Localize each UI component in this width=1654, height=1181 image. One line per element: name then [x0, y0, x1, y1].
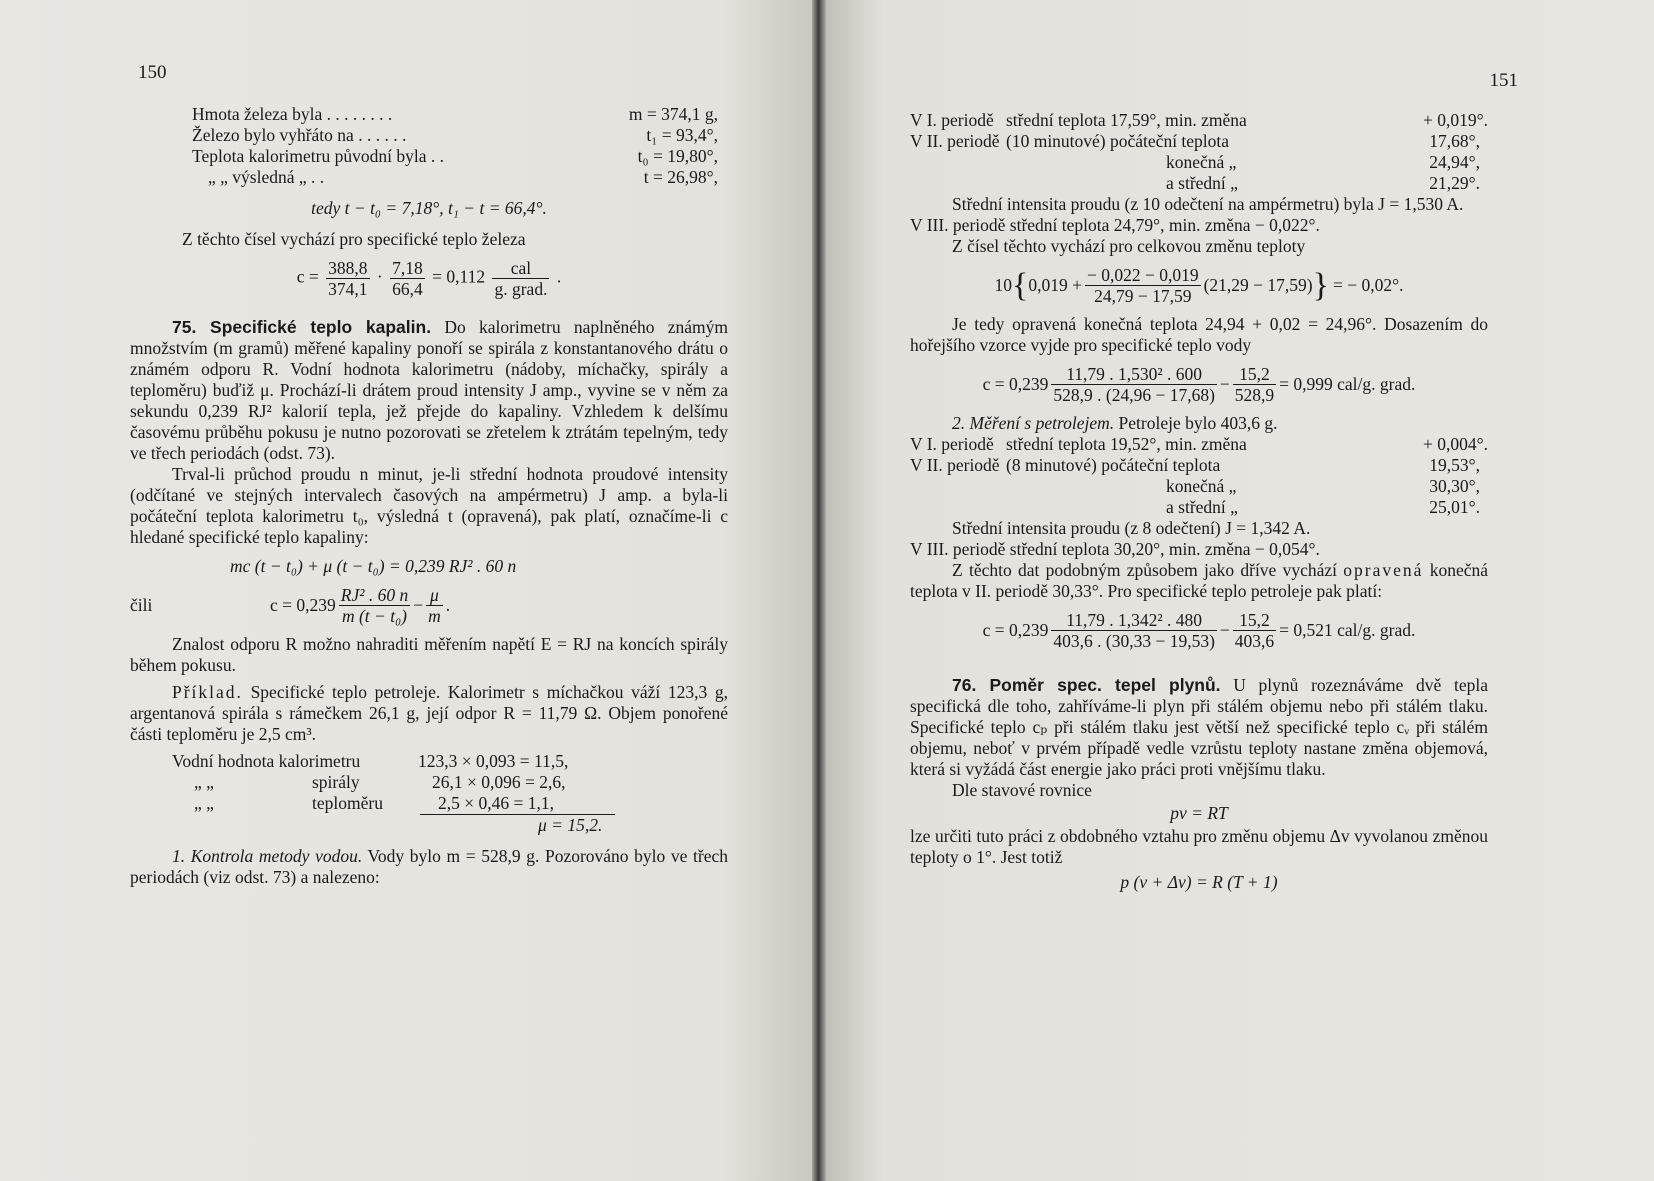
cell	[910, 173, 1006, 194]
fraction	[426, 585, 443, 626]
cell-spacer	[172, 815, 538, 836]
example-text: Specifické teplo petroleje. Kalorimetr s míchačkou váží 123,3 g, argentanová spirála s rámečkem 26,1 g, její odpor R = 11,79 Ω. Objem ponořené části teploměru je 2,5 cm³.	[130, 682, 728, 744]
denominator: g. grad.	[494, 279, 548, 299]
cell: 30,30°,	[1429, 476, 1480, 496]
right-page	[818, 0, 1654, 1181]
cell: „ „	[194, 793, 214, 813]
equation-heat-balance: mc (t − t₀) + μ (t − t₀) = 0,239 RJ² . 60 n	[230, 556, 517, 576]
water-row	[172, 793, 718, 814]
fraction	[326, 258, 369, 299]
numerator: − 0,022 − 0,019	[1086, 265, 1199, 285]
eq-part: (21,29 − 17,59)	[1203, 275, 1313, 295]
numerator: RJ² . 60 n	[340, 585, 409, 605]
example-label: Příklad.	[172, 682, 243, 702]
specific-heat-iron-intro: Z těchto čísel vychází pro specifické teplo železa	[182, 229, 526, 249]
row-label: Železo bylo vyhřáto na . . . . . .	[192, 125, 407, 145]
equation-total-change	[910, 265, 1488, 306]
eq-minus: −	[1219, 620, 1230, 640]
denominator: 528,9	[1234, 385, 1275, 405]
cell: „ „	[194, 772, 214, 792]
denominator: 24,79 − 17,59	[1094, 286, 1192, 306]
period-row	[910, 497, 1488, 518]
cell: 2,5 × 0,46 = 1,1,	[438, 793, 554, 813]
work-paragraph: lze určiti tuto práci z obdobného vztahu pro změnu objemu Δv vyvolanou změnou teploty o 1°. Jest totiž	[910, 826, 1488, 867]
period-row	[910, 434, 1488, 455]
fraction	[1233, 364, 1276, 405]
water-value-table	[140, 751, 718, 836]
fraction	[1051, 610, 1217, 651]
equation-c-row	[130, 585, 718, 626]
fraction	[1051, 364, 1217, 405]
cell: 21,29°.	[1429, 173, 1480, 193]
denominator: 403,6	[1234, 631, 1275, 651]
fraction	[339, 585, 410, 626]
row-value: t₁ = 93,4°,	[646, 125, 718, 145]
cell	[910, 476, 1006, 497]
tedy-line: tedy t − t₀ = 7,18°, t₁ − t = 66,4°.	[311, 198, 547, 218]
equation-petroleum-heat	[910, 610, 1488, 651]
cell: 17,68°,	[1429, 131, 1480, 151]
eq-mid: = 0,112	[432, 266, 486, 287]
numerator: 15,2	[1233, 364, 1276, 385]
cell: Vodní hodnota kalorimetru	[172, 751, 361, 771]
cell: + 0,004°.	[1423, 434, 1488, 454]
eq-lhs: c = 0,239	[982, 374, 1049, 394]
page-number-left: 150	[138, 62, 167, 83]
cell: spirály	[312, 772, 360, 792]
row-label: Teplota kalorimetru původní byla . .	[192, 146, 444, 166]
eq-post: = 0,999 cal/g. grad.	[1279, 374, 1416, 394]
eq-post: = − 0,02°.	[1332, 275, 1404, 295]
row-value: t = 26,98°,	[643, 167, 718, 187]
iron-measurements	[140, 104, 718, 188]
cell: V II. periodě	[910, 131, 1000, 151]
eq-post: = 0,521 cal/g. grad.	[1279, 620, 1416, 640]
cell: 19,53°,	[1429, 455, 1480, 475]
cell: + 0,019°.	[1423, 110, 1488, 130]
section-76	[910, 675, 1488, 780]
cell: a střední „	[1166, 497, 1238, 517]
eq-dot: ·	[376, 266, 383, 287]
denominator: 374,1	[328, 279, 368, 299]
eq-pre: 10	[994, 275, 1013, 295]
znalost-paragraph: Znalost odporu R možno nahraditi měřením napětí E = RJ na koncích spirály během pokusu.	[130, 634, 728, 675]
control-label: 1. Kontrola metody vodou.	[172, 846, 363, 866]
cell: konečná „	[1166, 152, 1237, 172]
row-value: t₀ = 19,80°,	[637, 146, 718, 166]
numerator: 11,79 . 1,530² . 600	[1051, 364, 1217, 385]
right-page-content	[910, 110, 1488, 897]
brace-open: {	[1012, 266, 1029, 304]
total-change-intro: Z čísel těchto vychází pro celkovou změnu teploty	[952, 236, 1306, 256]
section-75	[130, 317, 728, 464]
cell: V I. periodě	[910, 434, 994, 454]
period-row	[910, 455, 1488, 476]
fraction	[1085, 265, 1201, 306]
equation-volume-change: p (v + Δv) = R (T + 1)	[1120, 872, 1278, 892]
denominator: 403,6 . (30,33 − 19,53)	[1053, 631, 1215, 651]
book-gutter	[812, 0, 826, 1181]
iron-row	[192, 125, 718, 146]
eq-minus: −	[1219, 374, 1230, 394]
iron-row	[192, 104, 718, 125]
numerator: 15,2	[1233, 610, 1276, 631]
cell: (8 minutové) počáteční teplota	[1006, 455, 1221, 475]
text-part: Z těchto dat podobným způsobem jako dříve vychází	[952, 560, 1338, 580]
section-76-text: U plynů rozeznáváme dvě tepla specifická dle toho, zahříváme-li plyn při stálém objemu nebo při stálém tlaku. Specifické teplo cₚ při stálém tlaku jest větší než specifické teplo cᵥ při stálém objemu, neboť v prvém případě vedle vzrůstu teploty nastane změna objemová, která si vyžádá část energie jako práci proti vnějšímu tlaku.	[910, 675, 1488, 779]
cili-label: čili	[130, 595, 153, 615]
water-periods-table	[910, 110, 1488, 194]
fraction	[492, 258, 549, 299]
period-row	[910, 152, 1488, 173]
petroleum-result-intro	[910, 560, 1488, 602]
period-iii-2: V III. periodě střední teplota 30,20°, min. změna − 0,054°.	[910, 539, 1320, 559]
cell: 26,1 × 0,096 = 2,6,	[432, 772, 566, 792]
numerator: μ	[426, 585, 443, 606]
petroleum-text: Petroleje bylo 403,6 g.	[1118, 413, 1278, 433]
left-page	[0, 0, 818, 1181]
fraction	[390, 258, 425, 299]
cell: střední teplota 17,59°, min. změna	[1006, 110, 1247, 130]
example-paragraph	[130, 682, 728, 745]
fraction	[1233, 610, 1276, 651]
cell: střední teplota 19,52°, min. změna	[1006, 434, 1247, 454]
period-iii-1: V III. periodě střední teplota 24,79°, min. změna − 0,022°.	[910, 215, 1320, 235]
water-sum-row	[172, 815, 718, 836]
eq-lhs: c =	[296, 266, 319, 287]
petroleum-periods-table	[910, 434, 1488, 518]
eq-lhs: c = 0,239	[982, 620, 1049, 640]
equation-iron	[140, 258, 718, 299]
equation-state: pv = RT	[1170, 803, 1228, 823]
eq-part: 0,019 +	[1028, 275, 1082, 295]
numerator: 11,79 . 1,342² . 480	[1051, 610, 1217, 631]
denominator: 66,4	[392, 279, 423, 299]
mu-sum: μ = 15,2.	[538, 815, 603, 835]
numerator: 388,8	[328, 258, 368, 278]
row-value: m = 374,1 g,	[628, 104, 718, 124]
cell: 24,94°,	[1429, 152, 1480, 172]
eq-end: .	[445, 595, 451, 615]
current-intensity-2: Střední intensita proudu (z 8 odečtení) J = 1,342 A.	[952, 518, 1311, 538]
eq-minus: −	[413, 595, 424, 615]
row-label: „ „ výsledná „ . .	[208, 167, 325, 187]
current-intensity-1: Střední intensita proudu (z 10 odečtení na ampérmetru) byla J = 1,530 A.	[952, 194, 1464, 214]
water-row	[172, 751, 718, 772]
control-text: Vody bylo m = 528,9 g. Pozorováno bylo ve třech periodách (viz odst. 73) a nalezeno:	[130, 846, 729, 887]
iron-row	[192, 146, 718, 167]
section-75-text: Do kalorimetru naplněného známým množstvím (m gramů) měřené kapaliny ponoří se spirála z konstantanového drátu o známém odporu R. Vodní hodnota kalorimetru (nádoby, míchačky, spirály a teploměru) buďiž μ. Prochází-li drátem proud intensity J amp., vyvine se v něm za sekundu 0,239 RJ² kalorií tepla, jež přejde do kapaliny. Vzhledem k delšímu časovému průběhu pokusu je nutno pozorovati se zřetelem k ztrátám tepelným, tedy ve třech periodách (odst. 73).	[130, 317, 728, 463]
cell: (10 minutové) počáteční teplota	[1006, 131, 1230, 151]
eq-lhs: c = 0,239	[270, 595, 336, 615]
corrected-temp-paragraph: Je tedy opravená konečná teplota 24,94 + 0,02 = 24,96°. Dosazením do hořejšího vzorce vyjde pro specifické teplo vody	[910, 314, 1488, 355]
petroleum-measure	[910, 413, 1488, 434]
cell: 123,3 × 0,093 = 11,5,	[418, 751, 569, 771]
water-row	[172, 772, 718, 793]
equation-water-heat	[910, 364, 1488, 405]
eq-end: .	[556, 266, 562, 287]
spaced-word: opravená	[1343, 560, 1424, 580]
cell: teploměru	[312, 793, 383, 813]
cell: konečná „	[1166, 476, 1237, 496]
cell: 25,01°.	[1429, 497, 1480, 517]
page-number-right: 151	[1489, 70, 1518, 91]
denominator: m	[428, 606, 441, 626]
numerator: 7,18	[392, 258, 423, 278]
text-part: konečná teplota v II. periodě 30,33°. Pro specifické teplo petroleje pak platí:	[910, 560, 1488, 601]
row-label: Hmota železa byla . . . . . . . .	[192, 104, 393, 124]
petroleum-label: 2. Měření s petrolejem.	[952, 413, 1115, 433]
period-row	[910, 110, 1488, 131]
cell	[910, 152, 1006, 173]
control-paragraph	[130, 846, 728, 888]
section-75-paragraph-2: Trval-li průchod proudu n minut, je-li střední hodnota proudové intensity (odčítané ve stejných intervalech časových na ampérmetru) J amp. a byla-li počáteční teplota kalorimetru t₀, výsledná t (opravená), pak platí, označíme-li c hledané specifické teplo kapaliny:	[130, 464, 728, 547]
brace-close: }	[1312, 266, 1329, 304]
period-row	[910, 173, 1488, 194]
period-row	[910, 131, 1488, 152]
denominator: m (t − t₀)	[341, 606, 408, 626]
cell: V I. periodě	[910, 110, 994, 130]
section-76-title: 76. Poměr spec. tepel plynů.	[952, 675, 1221, 695]
cell	[910, 497, 1006, 518]
numerator: cal	[492, 258, 549, 279]
iron-row	[192, 167, 718, 188]
cell: V II. periodě	[910, 455, 1000, 475]
section-75-title: 75. Specifické teplo kapalin.	[172, 317, 432, 337]
left-page-content	[130, 104, 729, 888]
denominator: 528,9 . (24,96 − 17,68)	[1053, 385, 1215, 405]
state-equation-intro: Dle stavové rovnice	[952, 780, 1092, 800]
cell: a střední „	[1166, 173, 1238, 193]
period-row	[910, 476, 1488, 497]
